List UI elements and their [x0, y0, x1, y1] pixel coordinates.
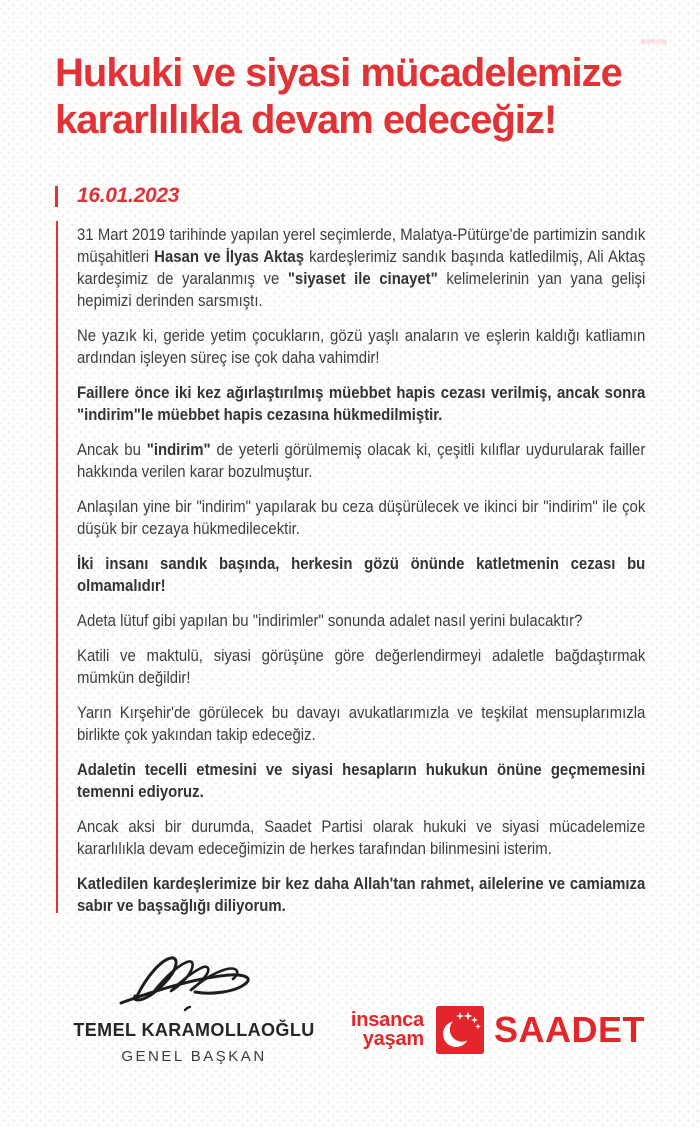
brand-slogan-line-2: yaşam — [362, 1028, 424, 1050]
body-paragraph: Faillere önce iki kez ağırlaştırılmış müebbet hapis cezası verilmiş, ancak sonra "indirim"le müebbet hapis cezasına hükmedilmiştir. — [77, 383, 646, 424]
page-title — [55, 50, 655, 144]
statement-body — [77, 224, 645, 930]
body-paragraph: Ancak bu "indirim" de yeterli görülmemiş olacak ki, çeşitli kılıflar uydurularak failler hakkında verilen karar bozulmuştur. — [77, 440, 646, 481]
brand-slogan — [351, 1011, 424, 1049]
brand-slogan-line-1: insanca — [350, 1009, 424, 1031]
title-line-2: kararlılıkla devam edeceğiz! — [55, 98, 557, 142]
brand-name: SAADET — [493, 1009, 645, 1050]
body-paragraph: Ne yazık ki, geride yetim çocukların, gözü yaşlı anaların ve eşlerin kaldığı katliamın ardından işleyen süreç ise çok daha vahimdir! — [77, 326, 646, 367]
signer-name: TEMEL KARAMOLLAOĞLU — [73, 1020, 315, 1040]
body-paragraph: Adeta lütuf gibi yapılan bu "indirimler" sonunda adalet nasıl yerini bulacaktır? — [77, 611, 583, 630]
body-paragraph: Yarın Kırşehir'de görülecek bu davayı avukatlarımızla ve teşkilat mensuplarımızla birlikte çok yakından takip edeceğiz. — [77, 703, 646, 744]
body-paragraph: Anlaşılan yine bir "indirim" yapılarak bu ceza düşürülecek ve ikinci bir "indirim" ile çok düşük bir cezaya hükmedilecektir. — [77, 497, 646, 538]
watermark-text: amlıca — [640, 37, 667, 46]
signer-role: GENEL BAŞKAN — [121, 1048, 267, 1065]
body-paragraph: İki insanı sandık başında, herkesin gözü önünde katletmenin cezası bu olmamalıdır! — [77, 554, 646, 595]
statement-date: 16.01.2023 — [77, 184, 180, 207]
body-paragraph: Katili ve maktulü, siyasi görüşüne göre değerlendirmeyi adaletle bağdaştırmak mümkün değildir! — [77, 646, 646, 687]
body-left-rule — [56, 221, 58, 913]
party-brand-block — [351, 1006, 645, 1054]
body-paragraph: 31 Mart 2019 tarihinde yapılan yerel seçimlerde, Malatya-Pütürge'de partimizin sandık müşahitleri Hasan ve İlyas Aktaş kardeşlerimiz sandık başında katledilmiş, Ali Aktaş kardeşimiz de yaralanmış ve "siyaset ile cinayet" kelimelerinin yan yana gelişi hepimizi derinden sarsmıştı. — [77, 225, 646, 310]
date-tick-bar — [55, 186, 58, 207]
saadet-crescent-stars-logo-icon — [436, 1006, 484, 1054]
body-paragraph: Ancak aksi bir durumda, Saadet Partisi olarak hukuki ve siyasi mücadelemize kararlılıkla devam edeceğimizin de herkes tarafından bilinmesini isterim. — [77, 817, 646, 858]
body-paragraph: Adaletin tecelli etmesini ve siyasi hesapların hukukun önüne geçmemesini temenni ediyoruz. — [77, 760, 646, 801]
signature-image — [58, 946, 330, 1018]
date-row — [55, 184, 179, 208]
title-line-1: Hukuki ve siyasi mücadelemize — [55, 51, 622, 95]
signature-block — [58, 946, 330, 1065]
body-paragraph: Katledilen kardeşlerimize bir kez daha Allah'tan rahmet, ailelerine ve camiamıza sabır ve başsağlığı diliyorum. — [77, 874, 646, 915]
handwritten-signature-icon — [99, 946, 289, 1018]
